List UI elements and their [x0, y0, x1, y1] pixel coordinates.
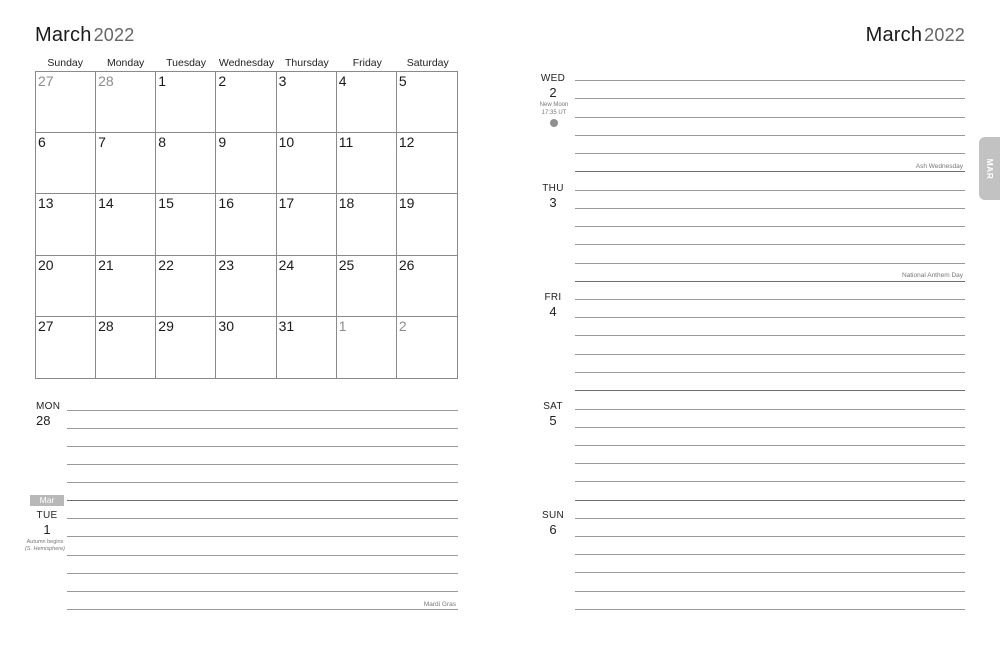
- calendar-day-number: 5: [398, 73, 407, 89]
- calendar-day-number: 28: [98, 73, 114, 89]
- calendar-day-number: 21: [98, 256, 114, 273]
- day-header-fri: [536, 292, 570, 319]
- calendar-day-cell[interactable]: [216, 317, 276, 378]
- calendar-day-number: 29: [158, 317, 174, 334]
- calendar-day-cell[interactable]: [96, 256, 156, 317]
- calendar-day-cell[interactable]: [337, 133, 397, 194]
- moon-phase-text: [534, 101, 574, 117]
- weekday-label: Sunday: [47, 57, 84, 69]
- calendar-day-cell[interactable]: [156, 72, 216, 133]
- calendar-day-cell[interactable]: [96, 72, 156, 133]
- hemisphere-note: (S. Hemisphere): [24, 546, 66, 552]
- moon-phase-time: 17:35 UT: [541, 110, 567, 116]
- calendar-day-cell[interactable]: [36, 256, 96, 317]
- day-divider: [575, 500, 965, 501]
- day-date: 6: [549, 522, 557, 537]
- day-name: FRI: [544, 292, 562, 303]
- note-line[interactable]: [575, 554, 965, 555]
- calendar-day-cell[interactable]: [337, 317, 397, 378]
- note-line[interactable]: [575, 445, 965, 446]
- calendar-day-cell[interactable]: [156, 133, 216, 194]
- day-name: MON: [36, 401, 61, 412]
- new-moon-icon: [550, 119, 558, 127]
- weekday-label: Monday: [106, 57, 145, 69]
- calendar-day-number: 20: [38, 256, 54, 273]
- day-date: 3: [549, 195, 557, 210]
- note-line[interactable]: [575, 190, 965, 191]
- calendar-day-number: 8: [158, 134, 167, 151]
- calendar-day-number: 15: [158, 195, 174, 212]
- calendar-day-cell[interactable]: [156, 194, 216, 255]
- note-line[interactable]: [67, 428, 458, 429]
- calendar-day-number: 31: [278, 317, 295, 334]
- note-line[interactable]: [67, 446, 458, 447]
- calendar-day-cell[interactable]: [216, 256, 276, 317]
- calendar-day-number: 28: [98, 317, 114, 334]
- note-line[interactable]: [575, 208, 965, 209]
- month-marker-tag: Mar: [30, 495, 64, 506]
- calendar-day-number: 27: [38, 317, 54, 334]
- left-title-month: March: [35, 24, 92, 46]
- day-header-wed: [536, 73, 570, 100]
- calendar-day-number: 7: [98, 134, 106, 151]
- calendar-day-number: 24: [278, 256, 295, 273]
- day-header-tue: [30, 510, 64, 537]
- calendar-day-number: 2: [398, 317, 407, 334]
- calendar-day-cell[interactable]: [216, 194, 276, 255]
- calendar-day-cell[interactable]: [277, 194, 337, 255]
- note-line[interactable]: [575, 263, 965, 264]
- note-line[interactable]: [575, 372, 965, 373]
- calendar-day-cell[interactable]: [277, 133, 337, 194]
- note-line[interactable]: [67, 464, 458, 465]
- day-name: WED: [540, 73, 566, 84]
- weekday-label: Thursday: [285, 57, 329, 69]
- day-name: SUN: [541, 510, 564, 521]
- calendar-day-number: 11: [338, 134, 354, 151]
- calendar-day-number: 30: [218, 317, 234, 334]
- day-divider: [575, 281, 965, 282]
- day-date: 4: [549, 304, 557, 319]
- day-date: 5: [549, 413, 557, 428]
- calendar-day-cell[interactable]: [337, 194, 397, 255]
- note-line[interactable]: [575, 609, 965, 610]
- day-divider: [67, 500, 458, 501]
- calendar-day-number: 26: [398, 256, 415, 273]
- day-header-thu: [536, 183, 570, 210]
- note-line[interactable]: [575, 335, 965, 336]
- calendar-day-cell[interactable]: [277, 256, 337, 317]
- note-line[interactable]: [67, 555, 458, 556]
- day-divider: [575, 390, 965, 391]
- calendar-day-number: 4: [338, 73, 347, 89]
- calendar-day-cell[interactable]: [96, 194, 156, 255]
- note-line[interactable]: [575, 536, 965, 537]
- calendar-day-cell[interactable]: [216, 72, 276, 133]
- note-line[interactable]: [575, 518, 965, 519]
- note-line[interactable]: [575, 244, 965, 245]
- holiday-label: Ash Wednesday: [915, 163, 963, 170]
- note-line[interactable]: [575, 463, 965, 464]
- calendar-day-number: 12: [398, 134, 415, 151]
- autumn-note-text: Autumn begins: [26, 539, 64, 545]
- note-line[interactable]: [67, 410, 458, 411]
- right-title-month: March: [865, 24, 923, 46]
- day-divider: [575, 171, 965, 172]
- calendar-day-number: 27: [38, 73, 54, 89]
- note-line[interactable]: [575, 135, 965, 136]
- note-line[interactable]: [575, 409, 965, 410]
- calendar-day-cell[interactable]: [277, 317, 337, 378]
- calendar-day-cell[interactable]: [397, 317, 457, 378]
- calendar-day-number: 1: [158, 73, 167, 89]
- calendar-day-number: 3: [278, 73, 287, 89]
- calendar-day-number: 18: [338, 195, 355, 212]
- note-line[interactable]: [575, 572, 965, 573]
- calendar-day-cell[interactable]: [36, 133, 96, 194]
- calendar-day-number: 23: [218, 256, 234, 273]
- day-name: SAT: [543, 401, 563, 412]
- calendar-day-cell[interactable]: [36, 317, 96, 378]
- note-line[interactable]: [67, 609, 458, 610]
- day-header-mon: [36, 401, 60, 428]
- note-line[interactable]: [67, 482, 458, 483]
- moon-phase-label: New Moon: [539, 102, 569, 108]
- note-line[interactable]: [575, 117, 965, 118]
- right-title-year: 2022: [924, 25, 965, 45]
- calendar-day-number: 1: [338, 317, 347, 334]
- autumn-note: [22, 539, 68, 553]
- note-line[interactable]: [575, 481, 965, 482]
- day-name: TUE: [36, 510, 58, 521]
- note-line[interactable]: [67, 518, 458, 519]
- calendar-day-number: 9: [218, 134, 227, 151]
- note-line[interactable]: [575, 80, 965, 81]
- calendar-day-cell[interactable]: [397, 72, 457, 133]
- day-date: 1: [43, 522, 51, 537]
- calendar-day-number: 16: [218, 195, 234, 212]
- calendar-day-cell[interactable]: [216, 133, 276, 194]
- calendar-day-cell[interactable]: [96, 317, 156, 378]
- left-page-title: [35, 24, 134, 47]
- calendar-day-number: 13: [38, 195, 54, 212]
- calendar-day-cell[interactable]: [36, 194, 96, 255]
- left-title-year: 2022: [93, 25, 135, 45]
- note-line[interactable]: [67, 573, 458, 574]
- calendar-day-number: 6: [38, 134, 46, 151]
- day-header-sun: [536, 510, 570, 537]
- calendar-day-number: 19: [398, 195, 415, 212]
- note-line[interactable]: [575, 153, 965, 154]
- note-line[interactable]: [575, 317, 965, 318]
- holiday-label: National Anthem Day: [901, 272, 963, 279]
- calendar-day-cell[interactable]: [36, 72, 96, 133]
- calendar-day-number: 10: [278, 134, 295, 151]
- note-line[interactable]: [575, 226, 965, 227]
- calendar-day-number: 17: [278, 195, 295, 212]
- month-index-tab[interactable]: [979, 137, 1000, 200]
- calendar-day-cell[interactable]: [156, 317, 216, 378]
- calendar-day-cell[interactable]: [397, 194, 457, 255]
- calendar-day-cell[interactable]: [277, 72, 337, 133]
- calendar-day-number: 14: [98, 195, 114, 212]
- weekday-label: Wednesday: [218, 57, 275, 69]
- month-calendar-grid: [35, 71, 458, 379]
- note-line[interactable]: [575, 299, 965, 300]
- day-name: THU: [542, 183, 564, 194]
- weekday-label: Tuesday: [166, 57, 206, 69]
- calendar-day-cell[interactable]: [397, 256, 457, 317]
- note-line[interactable]: [575, 98, 965, 99]
- calendar-day-number: 25: [338, 256, 355, 273]
- note-line[interactable]: [67, 536, 458, 537]
- holiday-label: Mardi Gras: [423, 601, 456, 608]
- day-date: 2: [549, 85, 557, 100]
- day-date: 28: [36, 413, 51, 428]
- day-header-sat: [536, 401, 570, 428]
- right-page-title: [866, 24, 965, 47]
- note-line[interactable]: [575, 354, 965, 355]
- calendar-day-cell[interactable]: [337, 72, 397, 133]
- calendar-day-cell[interactable]: [397, 133, 457, 194]
- calendar-day-cell[interactable]: [156, 256, 216, 317]
- weekday-header: [35, 57, 458, 71]
- month-index-tab-label: MAR: [984, 158, 995, 179]
- calendar-day-cell[interactable]: [96, 133, 156, 194]
- note-line[interactable]: [67, 591, 458, 592]
- calendar-day-number: 2: [218, 73, 227, 89]
- calendar-day-number: 22: [158, 256, 174, 273]
- weekday-label: Friday: [352, 57, 382, 69]
- calendar-day-cell[interactable]: [337, 256, 397, 317]
- weekday-label: Saturday: [406, 57, 449, 69]
- note-line[interactable]: [575, 591, 965, 592]
- note-line[interactable]: [575, 427, 965, 428]
